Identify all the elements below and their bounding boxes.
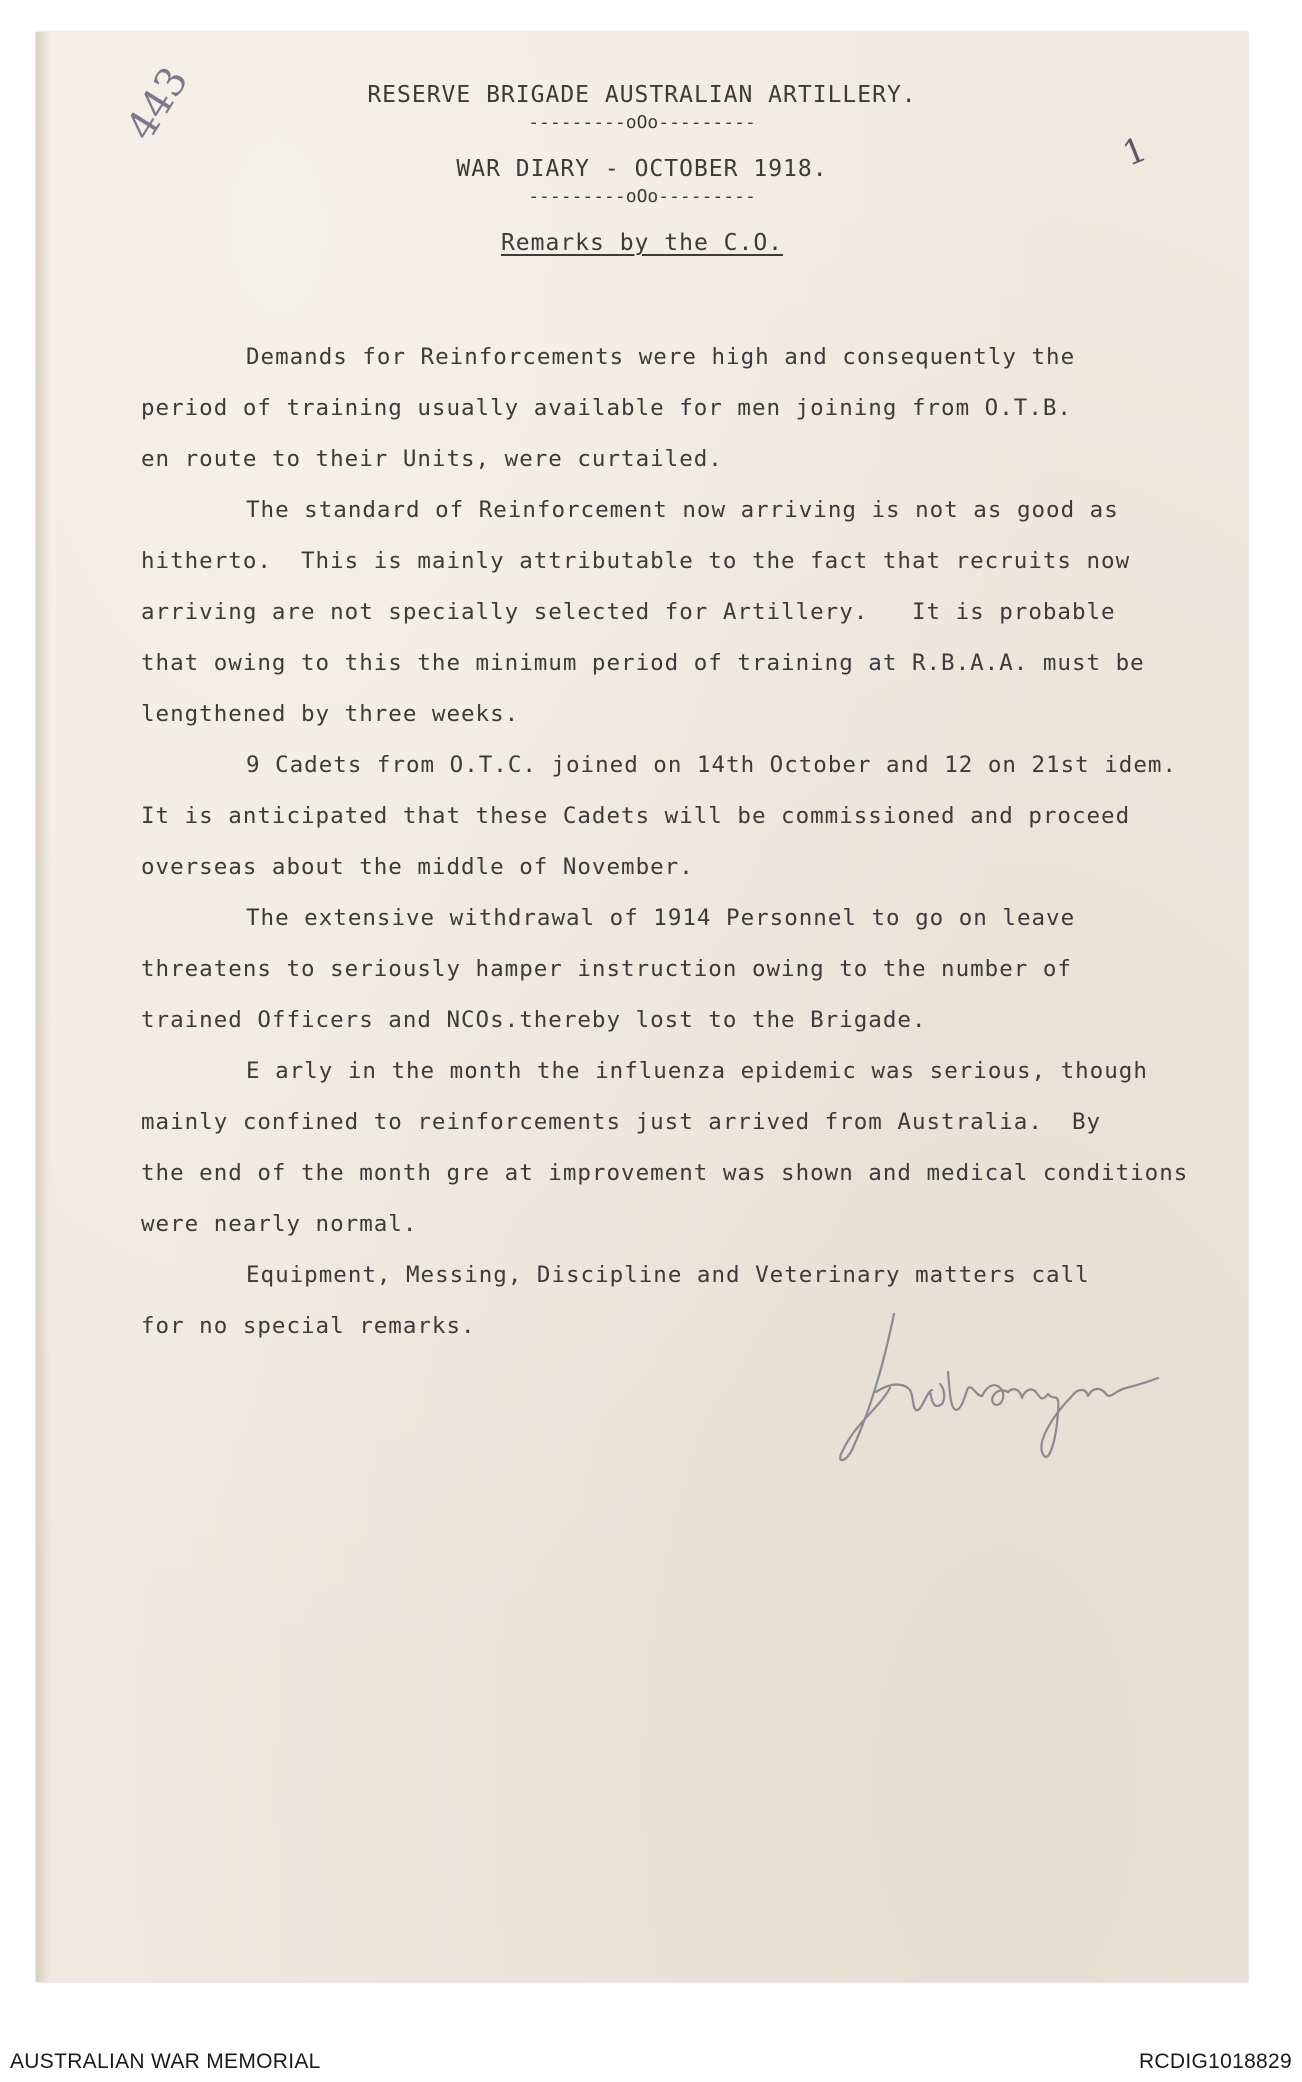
text-line: 9 Cadets from O.T.C. joined on 14th October and 12 on 21st idem. [246, 752, 1177, 778]
text-line: en route to their Units, were curtailed. [141, 446, 723, 472]
text-line: threatens to seriously hamper instruction owing to the number of [141, 956, 1072, 982]
handwritten-signature [816, 1292, 1176, 1472]
footer-record-id: RCDIG1018829 [1138, 2050, 1292, 2073]
text-line: were nearly normal. [141, 1211, 418, 1237]
text-line: for no special remarks. [141, 1313, 476, 1339]
text-line: It is anticipated that these Cadets will be commissioned and proceed [141, 803, 1131, 829]
text-line: Demands for Reinforcements were high and consequently the [246, 344, 1076, 370]
text-line: that owing to this the minimum period of training at R.B.A.A. must be [141, 650, 1145, 676]
text-line: E arly in the month the influenza epidemic was serious, though [246, 1058, 1148, 1084]
text-line: mainly confined to reinforcements just arrived from Australia. By [141, 1109, 1102, 1135]
remarks-heading: Remarks by the C.O. [500, 230, 784, 256]
title-rule: ---------oOo--------- [528, 112, 756, 133]
remarks-body [141, 332, 1241, 1352]
text-line: overseas about the middle of November. [141, 854, 694, 880]
diary-heading: WAR DIARY - OCTOBER 1918. [456, 156, 828, 182]
diary-rule: ---------oOo--------- [528, 186, 756, 207]
text-line: hitherto. This is mainly attributable to the fact that recruits now [141, 548, 1131, 574]
text-line: The extensive withdrawal of 1914 Personnel to go on leave [246, 905, 1076, 931]
document-title: RESERVE BRIGADE AUSTRALIAN ARTILLERY. [367, 82, 917, 108]
text-line: Equipment, Messing, Discipline and Veterinary matters call [246, 1262, 1090, 1288]
text-line: lengthened by three weeks. [141, 701, 520, 727]
footer-archive-name: AUSTRALIAN WAR MEMORIAL [10, 2050, 321, 2073]
text-line: arriving are not specially selected for Artillery. It is probable [141, 599, 1116, 625]
text-line: trained Officers and NCOs.thereby lost to the Brigade. [141, 1007, 927, 1033]
folio-number: 443 [118, 59, 198, 149]
text-line: The standard of Reinforcement now arriving is not as good as [246, 497, 1119, 523]
page-number: 1 [1117, 129, 1153, 175]
text-line: period of training usually available for men joining from O.T.B. [141, 395, 1072, 421]
text-line: the end of the month gre at improvement was shown and medical conditions [141, 1160, 1189, 1186]
document-page [36, 32, 1248, 1982]
